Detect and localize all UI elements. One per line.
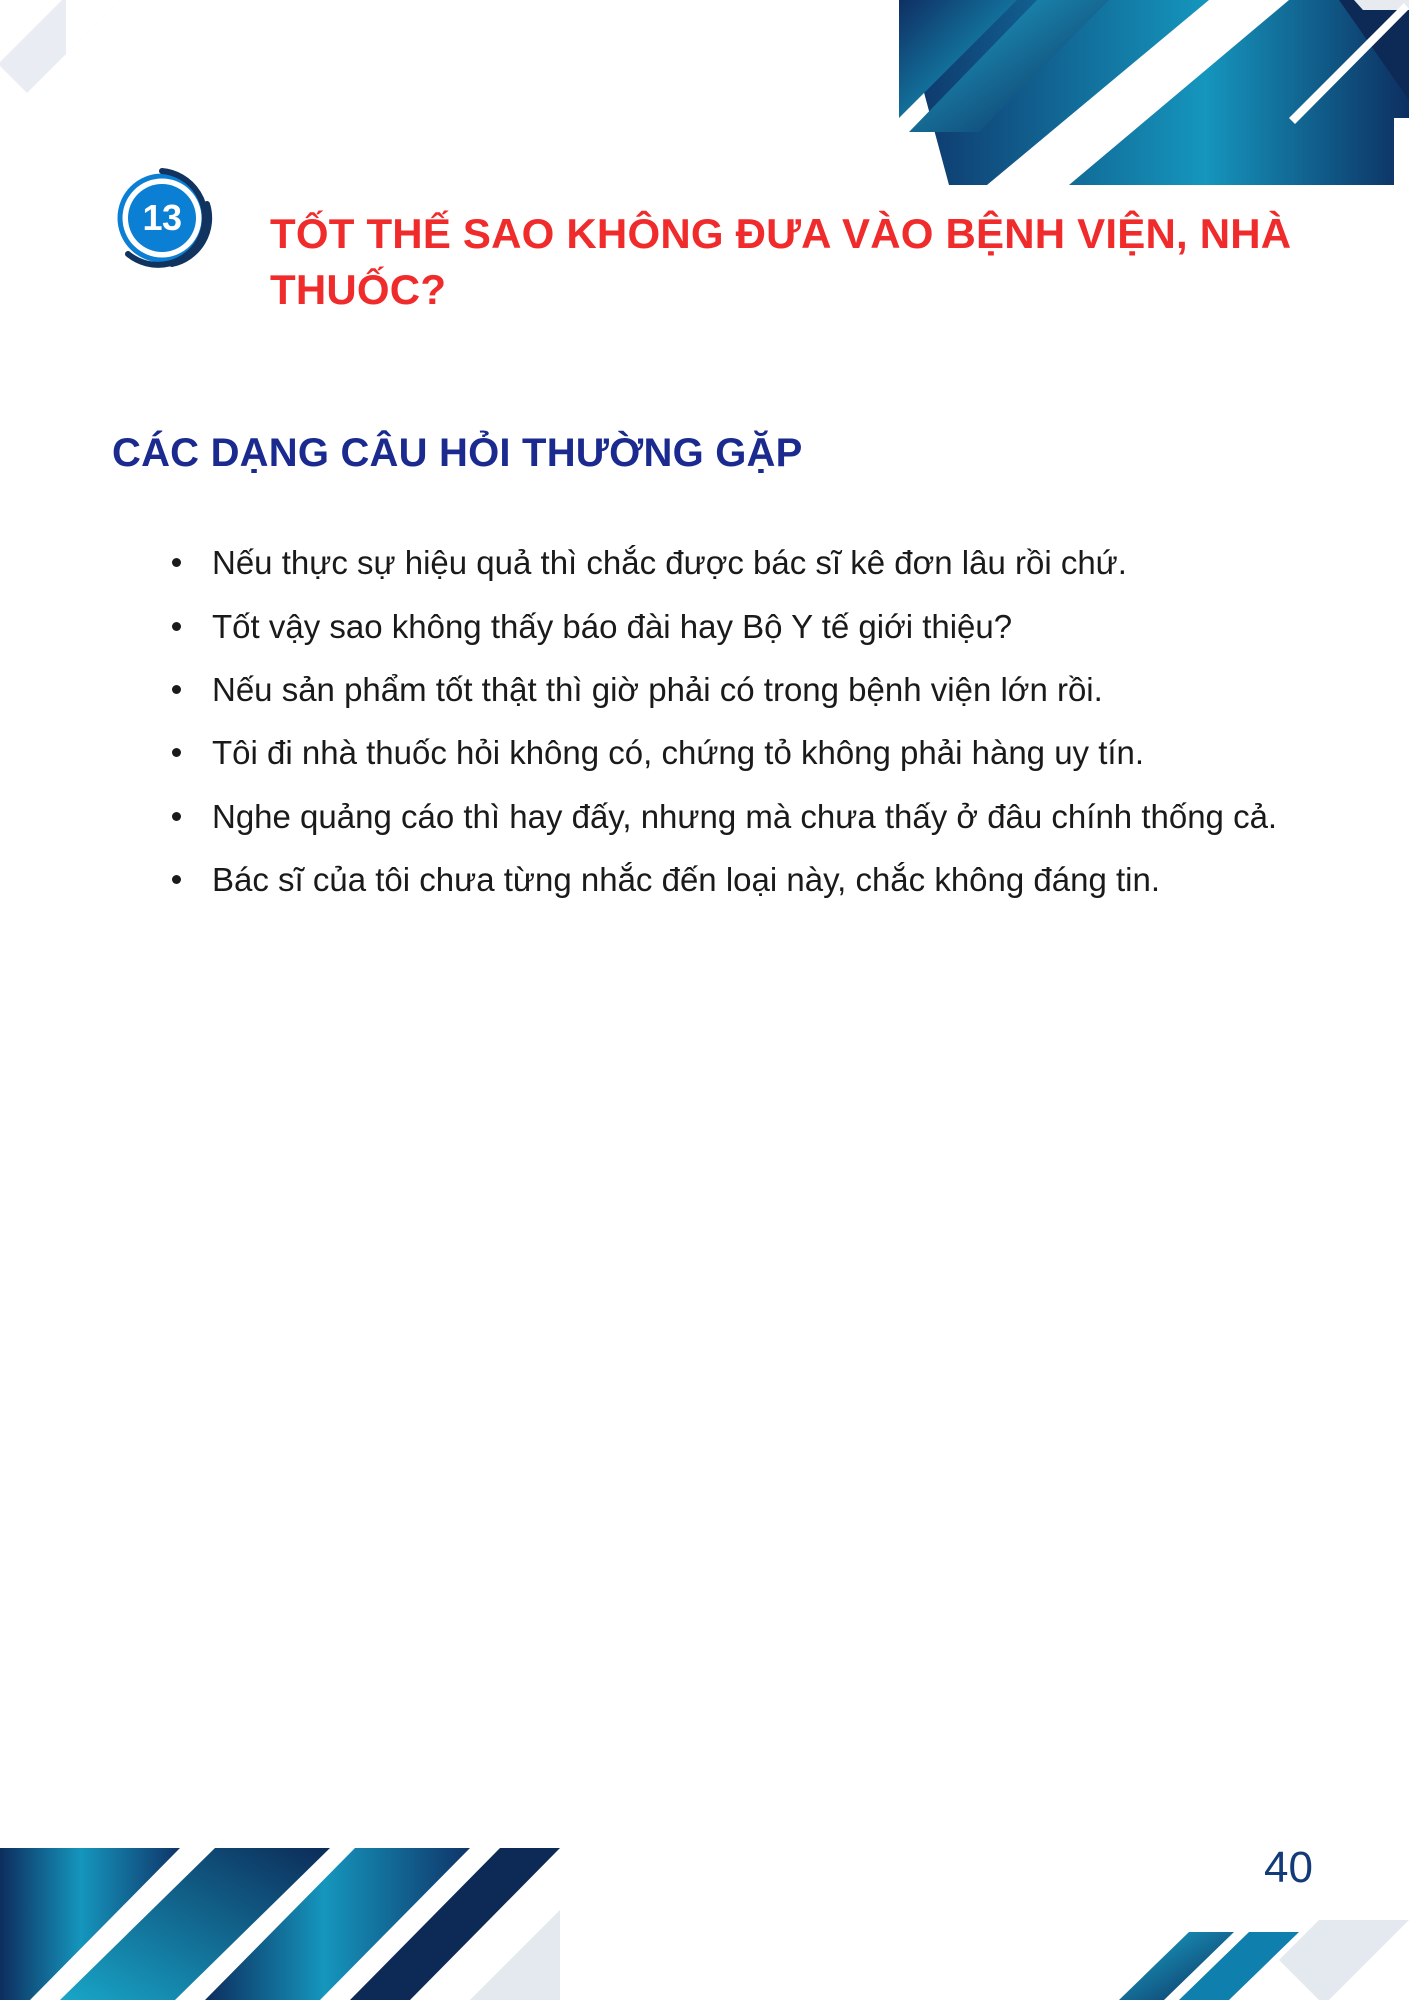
list-item: Nếu thực sự hiệu quả thì chắc được bác sĩ kê đơn lâu rồi chứ.: [164, 536, 1327, 589]
page-content: [112, 160, 1327, 917]
list-item: Nghe quảng cáo thì hay đấy, nhưng mà chưa thấy ở đâu chính thống cả.: [164, 790, 1327, 843]
section-heading: CÁC DẠNG CÂU HỎI THƯỜNG GẶP: [112, 431, 803, 476]
decoration-bottom-right: [989, 1910, 1409, 2000]
title-row: [112, 160, 1327, 345]
section-number-badge: [112, 168, 230, 278]
decoration-bottom-left: [0, 1800, 740, 2000]
question-list: [112, 536, 1327, 907]
list-item: Tốt vậy sao không thấy báo đài hay Bộ Y tế giới thiệu?: [164, 600, 1327, 653]
page-number: 40: [1264, 1843, 1313, 1892]
list-item: Bác sĩ của tôi chưa từng nhắc đến loại này, chắc không đáng tin.: [164, 853, 1327, 906]
list-item: Nếu sản phẩm tốt thật thì giờ phải có trong bệnh viện lớn rồi.: [164, 663, 1327, 716]
page-title: TỐT THẾ SAO KHÔNG ĐƯA VÀO BỆNH VIỆN, NHÀ THUỐC?: [270, 210, 1292, 313]
list-item: Tôi đi nhà thuốc hỏi không có, chứng tỏ không phải hàng uy tín.: [164, 726, 1327, 779]
section-number: 13: [142, 197, 182, 238]
decoration-top-right: [649, 0, 1409, 185]
